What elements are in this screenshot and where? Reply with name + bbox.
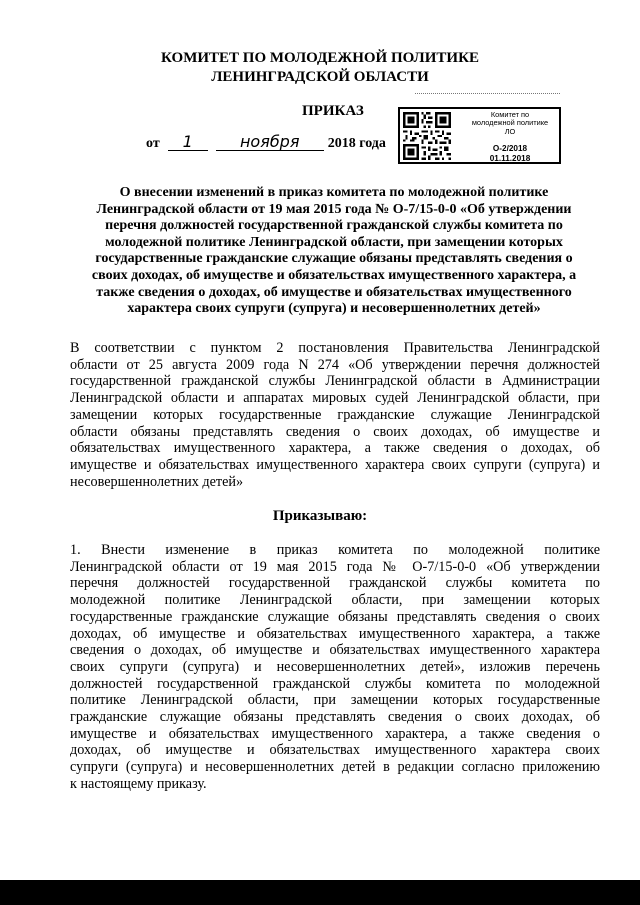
item-1-line: сведения о доходах, об имуществе и обязательствах имущественного характера [70, 642, 600, 659]
org-name-line-1: КОМИТЕТ ПО МОЛОДЕЖНОЙ ПОЛИТИКЕ [161, 50, 479, 66]
stamp-number: О-2/2018 [492, 144, 528, 154]
stamp-line-3: ЛО [504, 126, 516, 136]
preamble-line: государственной гражданской службы Ленинградской области в Администрации [70, 373, 600, 390]
date-month: ноября [216, 134, 324, 151]
item-1-line: государственные гражданские служащие обязаны представлять сведения о своих [70, 608, 600, 625]
preamble-line: Ленинградской области и аппаратах мировых судей Ленинградской области, при [70, 390, 600, 407]
stamp-line-1: Комитет по [490, 110, 530, 119]
qr-code-icon [403, 112, 451, 160]
item-1-line: к настоящему приказу. [70, 775, 207, 792]
date-day: 1 [168, 134, 208, 151]
item-1-line: Ленинградской области от 19 мая 2015 года № О-7/15-0-0 «Об утверждении [70, 558, 600, 575]
item-1-line: гражданские служащие обязаны представлять сведения о своих доходах, об [70, 709, 600, 726]
registration-stamp [398, 107, 561, 164]
subject-line: О внесении изменений в приказ комитета по молодежной политике [119, 185, 549, 200]
preamble-line: области обязаны представлять сведения о своих доходах, об имуществе и [70, 423, 600, 440]
document-type: ПРИКАЗ [302, 103, 364, 119]
subject-line: государственные гражданские служащие обязаны представлять сведения о [95, 251, 573, 267]
item-1-line: 1. Внести изменение в приказ комитета по молодежной политике [70, 542, 600, 558]
subject-line: перечня должностей государственной гражданской службы комитета по [105, 218, 563, 234]
subject-line: Ленинградской области от 19 мая 2015 года № О-7/15-0-0 «Об утверждении [96, 201, 572, 217]
date-prefix: от [146, 136, 160, 151]
scan-bottom-edge [0, 880, 640, 905]
subject-line: характера своих супруги (супруга) и несовершеннолетних детей» [127, 301, 541, 317]
preamble-line: несовершеннолетних детей» [70, 473, 244, 490]
item-1-paragraph [70, 542, 600, 793]
stamp-text [460, 111, 560, 163]
item-1-line: доходах, об имуществе и обязательствах имущественного характера, а также [70, 625, 600, 642]
preamble-line: В соответствии с пунктом 2 постановления Правительства Ленинградской [70, 340, 600, 356]
order-subject [68, 185, 600, 318]
stamp-line-2: молодежной политике [471, 118, 549, 128]
org-name-line-2: ЛЕНИНГРАДСКОЙ ОБЛАСТИ [211, 69, 429, 85]
item-1-line: политике Ленинградской области, при замещении которых государственные [70, 692, 600, 709]
subject-line: молодежной политике Ленинградской области, при замещении которых [105, 234, 563, 250]
stamp-top-divider [415, 93, 560, 94]
subject-line: своих доходах, об имуществе и обязательствах имущественного характера, а [91, 267, 577, 283]
item-1-line: супруги (супруга) и несовершеннолетних детей в редакции согласно приложению [70, 759, 600, 776]
date-year: 2018 года [327, 136, 386, 151]
preamble-line: обязательствах имущественного характера, а также сведения о доходах, об [70, 440, 600, 457]
preamble-paragraph [70, 340, 600, 490]
item-1-line: доходах, об имуществе и обязательствах имущественного характера своих [70, 742, 600, 759]
item-1-line: молодежной политике Ленинградской области, при замещении которых [70, 592, 600, 609]
preamble-line: области от 25 августа 2009 года N 274 «Об утверждении перечня должностей [70, 356, 600, 373]
stamp-date: 01.11.2018 [489, 153, 531, 163]
item-1-line: своих супруги (супруга) и несовершеннолетних детей», изложив перечень [70, 658, 600, 675]
item-1-line: должностей государственной гражданской службы комитета по молодежной [70, 675, 600, 692]
decree-heading: Приказываю: [272, 508, 368, 524]
preamble-line: замещении которых государственные гражданские служащие Ленинградской [70, 406, 600, 423]
item-1-line: перечня должностей государственной гражданской службы комитета по [70, 575, 600, 592]
organization-header [0, 49, 640, 87]
order-date-line [146, 134, 386, 152]
subject-line: также сведения о доходах, об имуществе и обязательствах имущественного [96, 284, 572, 300]
item-1-line: имуществе и обязательствах имущественного характера, а также сведения о [70, 725, 600, 742]
preamble-line: имуществе и обязательствах имущественного характера своих супруги (супруга) и [70, 456, 600, 473]
